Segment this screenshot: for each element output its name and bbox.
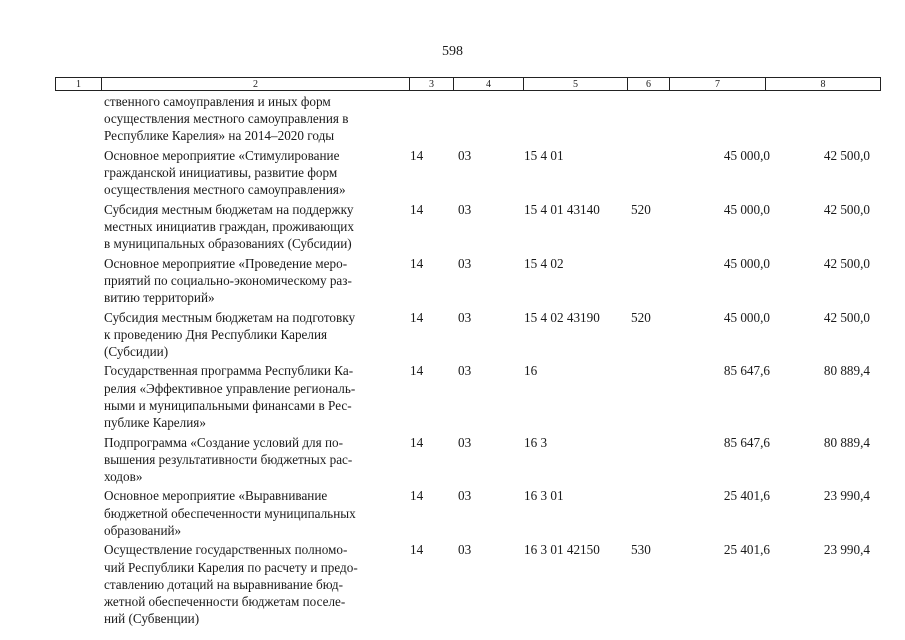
amount-year-1: 25 401,6	[723, 488, 770, 504]
table-row	[0, 487, 905, 541]
row-name-line: Государственная программа Республики Ка-	[104, 363, 354, 379]
row-name-line: ходов»	[104, 468, 143, 484]
table-row	[0, 541, 905, 629]
amount-year-2: 23 990,4	[823, 488, 870, 504]
row-name	[104, 201, 400, 253]
amount-year-2: 42 500,0	[823, 309, 870, 325]
header-col-7: 7	[670, 78, 766, 91]
expense-type-code: 530	[631, 542, 651, 558]
section-code: 14	[410, 542, 424, 558]
subsection-code: 03	[458, 542, 472, 558]
table-header	[55, 77, 881, 91]
row-name-line: приятий по социально-экономическому раз-	[104, 272, 352, 288]
section-code: 14	[410, 309, 424, 325]
amount-year-1: 45 000,0	[723, 201, 770, 217]
header-col-2: 2	[102, 78, 410, 91]
amount-year-2: 23 990,4	[823, 542, 870, 558]
row-name	[104, 93, 400, 145]
header-col-8: 8	[766, 78, 881, 91]
section-code: 14	[410, 363, 424, 379]
row-name-line: витию территорий»	[104, 290, 215, 306]
row-name-line: релия «Эффективное управление региональ-	[104, 380, 356, 396]
subsection-code: 03	[458, 309, 472, 325]
row-name-line: Субсидия местным бюджетам на поддержку	[104, 201, 354, 217]
header-col-3: 3	[410, 78, 454, 91]
table-row	[0, 309, 905, 363]
row-name-line: осуществления местного самоуправления»	[104, 182, 346, 198]
amount-year-1: 85 647,6	[723, 434, 770, 450]
row-name-line: к проведению Дня Республики Карелия	[104, 326, 328, 342]
row-name-line: бюджетной обеспеченности муниципальных	[104, 505, 356, 521]
amount-year-2: 42 500,0	[823, 201, 870, 217]
row-name-line: в муниципальных образованиях (Субсидии)	[104, 236, 352, 252]
table-row	[0, 201, 905, 255]
row-name-line: Основное мероприятие «Выравнивание	[104, 488, 328, 504]
target-article-code: 15 4 01 43140	[524, 201, 600, 217]
target-article-code: 16 3 01 42150	[524, 542, 600, 558]
table-row	[0, 255, 905, 309]
amount-year-1: 25 401,6	[723, 542, 770, 558]
row-name	[104, 309, 400, 361]
target-article-code: 16 3	[524, 434, 548, 450]
section-code: 14	[410, 147, 424, 163]
row-name-line: ставлению дотаций на выравнивание бюд-	[104, 576, 344, 592]
row-name-line: вышения результативности бюджетных рас-	[104, 451, 353, 467]
subsection-code: 03	[458, 255, 472, 271]
row-name-line: Республике Карелия» на 2014–2020 годы	[104, 128, 335, 144]
amount-year-2: 80 889,4	[823, 363, 870, 379]
section-code: 14	[410, 434, 424, 450]
header-col-1: 1	[56, 78, 102, 91]
header-col-6: 6	[628, 78, 670, 91]
subsection-code: 03	[458, 363, 472, 379]
amount-year-2: 42 500,0	[823, 255, 870, 271]
target-article-code: 15 4 02 43190	[524, 309, 600, 325]
target-article-code: 15 4 02	[524, 255, 564, 271]
row-name-line: Субсидия местным бюджетам на подготовку	[104, 309, 356, 325]
page-number: 598	[442, 44, 463, 59]
section-code: 14	[410, 488, 424, 504]
row-name-line: Осуществление государственных полномо-	[104, 542, 348, 558]
amount-year-1: 45 000,0	[723, 309, 770, 325]
table-row	[0, 434, 905, 488]
row-name-line: образований»	[104, 522, 182, 538]
table-row	[0, 362, 905, 433]
row-name-line: ственного самоуправления и иных форм	[104, 94, 331, 109]
row-name-line: (Субсидии)	[104, 343, 169, 359]
row-name-line: местных инициатив граждан, проживающих	[104, 218, 354, 234]
table-row	[0, 93, 905, 147]
amount-year-2: 42 500,0	[823, 147, 870, 163]
subsection-code: 03	[458, 434, 472, 450]
row-name	[104, 541, 400, 627]
row-name-line: Основное мероприятие «Стимулирование	[104, 147, 340, 163]
section-code: 14	[410, 201, 424, 217]
target-article-code: 16	[524, 363, 538, 379]
amount-year-2: 80 889,4	[823, 434, 870, 450]
subsection-code: 03	[458, 147, 472, 163]
row-name-line: гражданской инициативы, развитие форм	[104, 165, 338, 181]
expense-type-code: 520	[631, 201, 651, 217]
target-article-code: 15 4 01	[524, 147, 564, 163]
row-name	[104, 434, 400, 486]
row-name	[104, 362, 400, 431]
table-row	[0, 147, 905, 201]
row-name-line: Подпрограмма «Создание условий для по-	[104, 434, 344, 450]
row-name-line: чий Республики Карелия по расчету и предо-	[104, 559, 358, 575]
row-name	[104, 147, 400, 199]
row-name-line: Основное мероприятие «Проведение меро-	[104, 255, 348, 271]
row-name-line: публике Карелия»	[104, 415, 206, 431]
amount-year-1: 45 000,0	[723, 255, 770, 271]
amount-year-1: 45 000,0	[723, 147, 770, 163]
expense-type-code: 520	[631, 309, 651, 325]
section-code: 14	[410, 255, 424, 271]
row-name-line: ными и муниципальными финансами в Рес-	[104, 397, 352, 413]
row-name-line: жетной обеспеченности бюджетам поселе-	[104, 593, 346, 609]
subsection-code: 03	[458, 201, 472, 217]
subsection-code: 03	[458, 488, 472, 504]
row-name	[104, 487, 400, 539]
row-name-line: осуществления местного самоуправления в	[104, 111, 349, 127]
row-name-line: ний (Субвенции)	[104, 611, 200, 627]
table-body	[0, 93, 905, 630]
header-col-4: 4	[454, 78, 524, 91]
header-col-5: 5	[524, 78, 628, 91]
target-article-code: 16 3 01	[524, 488, 564, 504]
amount-year-1: 85 647,6	[723, 363, 770, 379]
row-name	[104, 255, 400, 307]
